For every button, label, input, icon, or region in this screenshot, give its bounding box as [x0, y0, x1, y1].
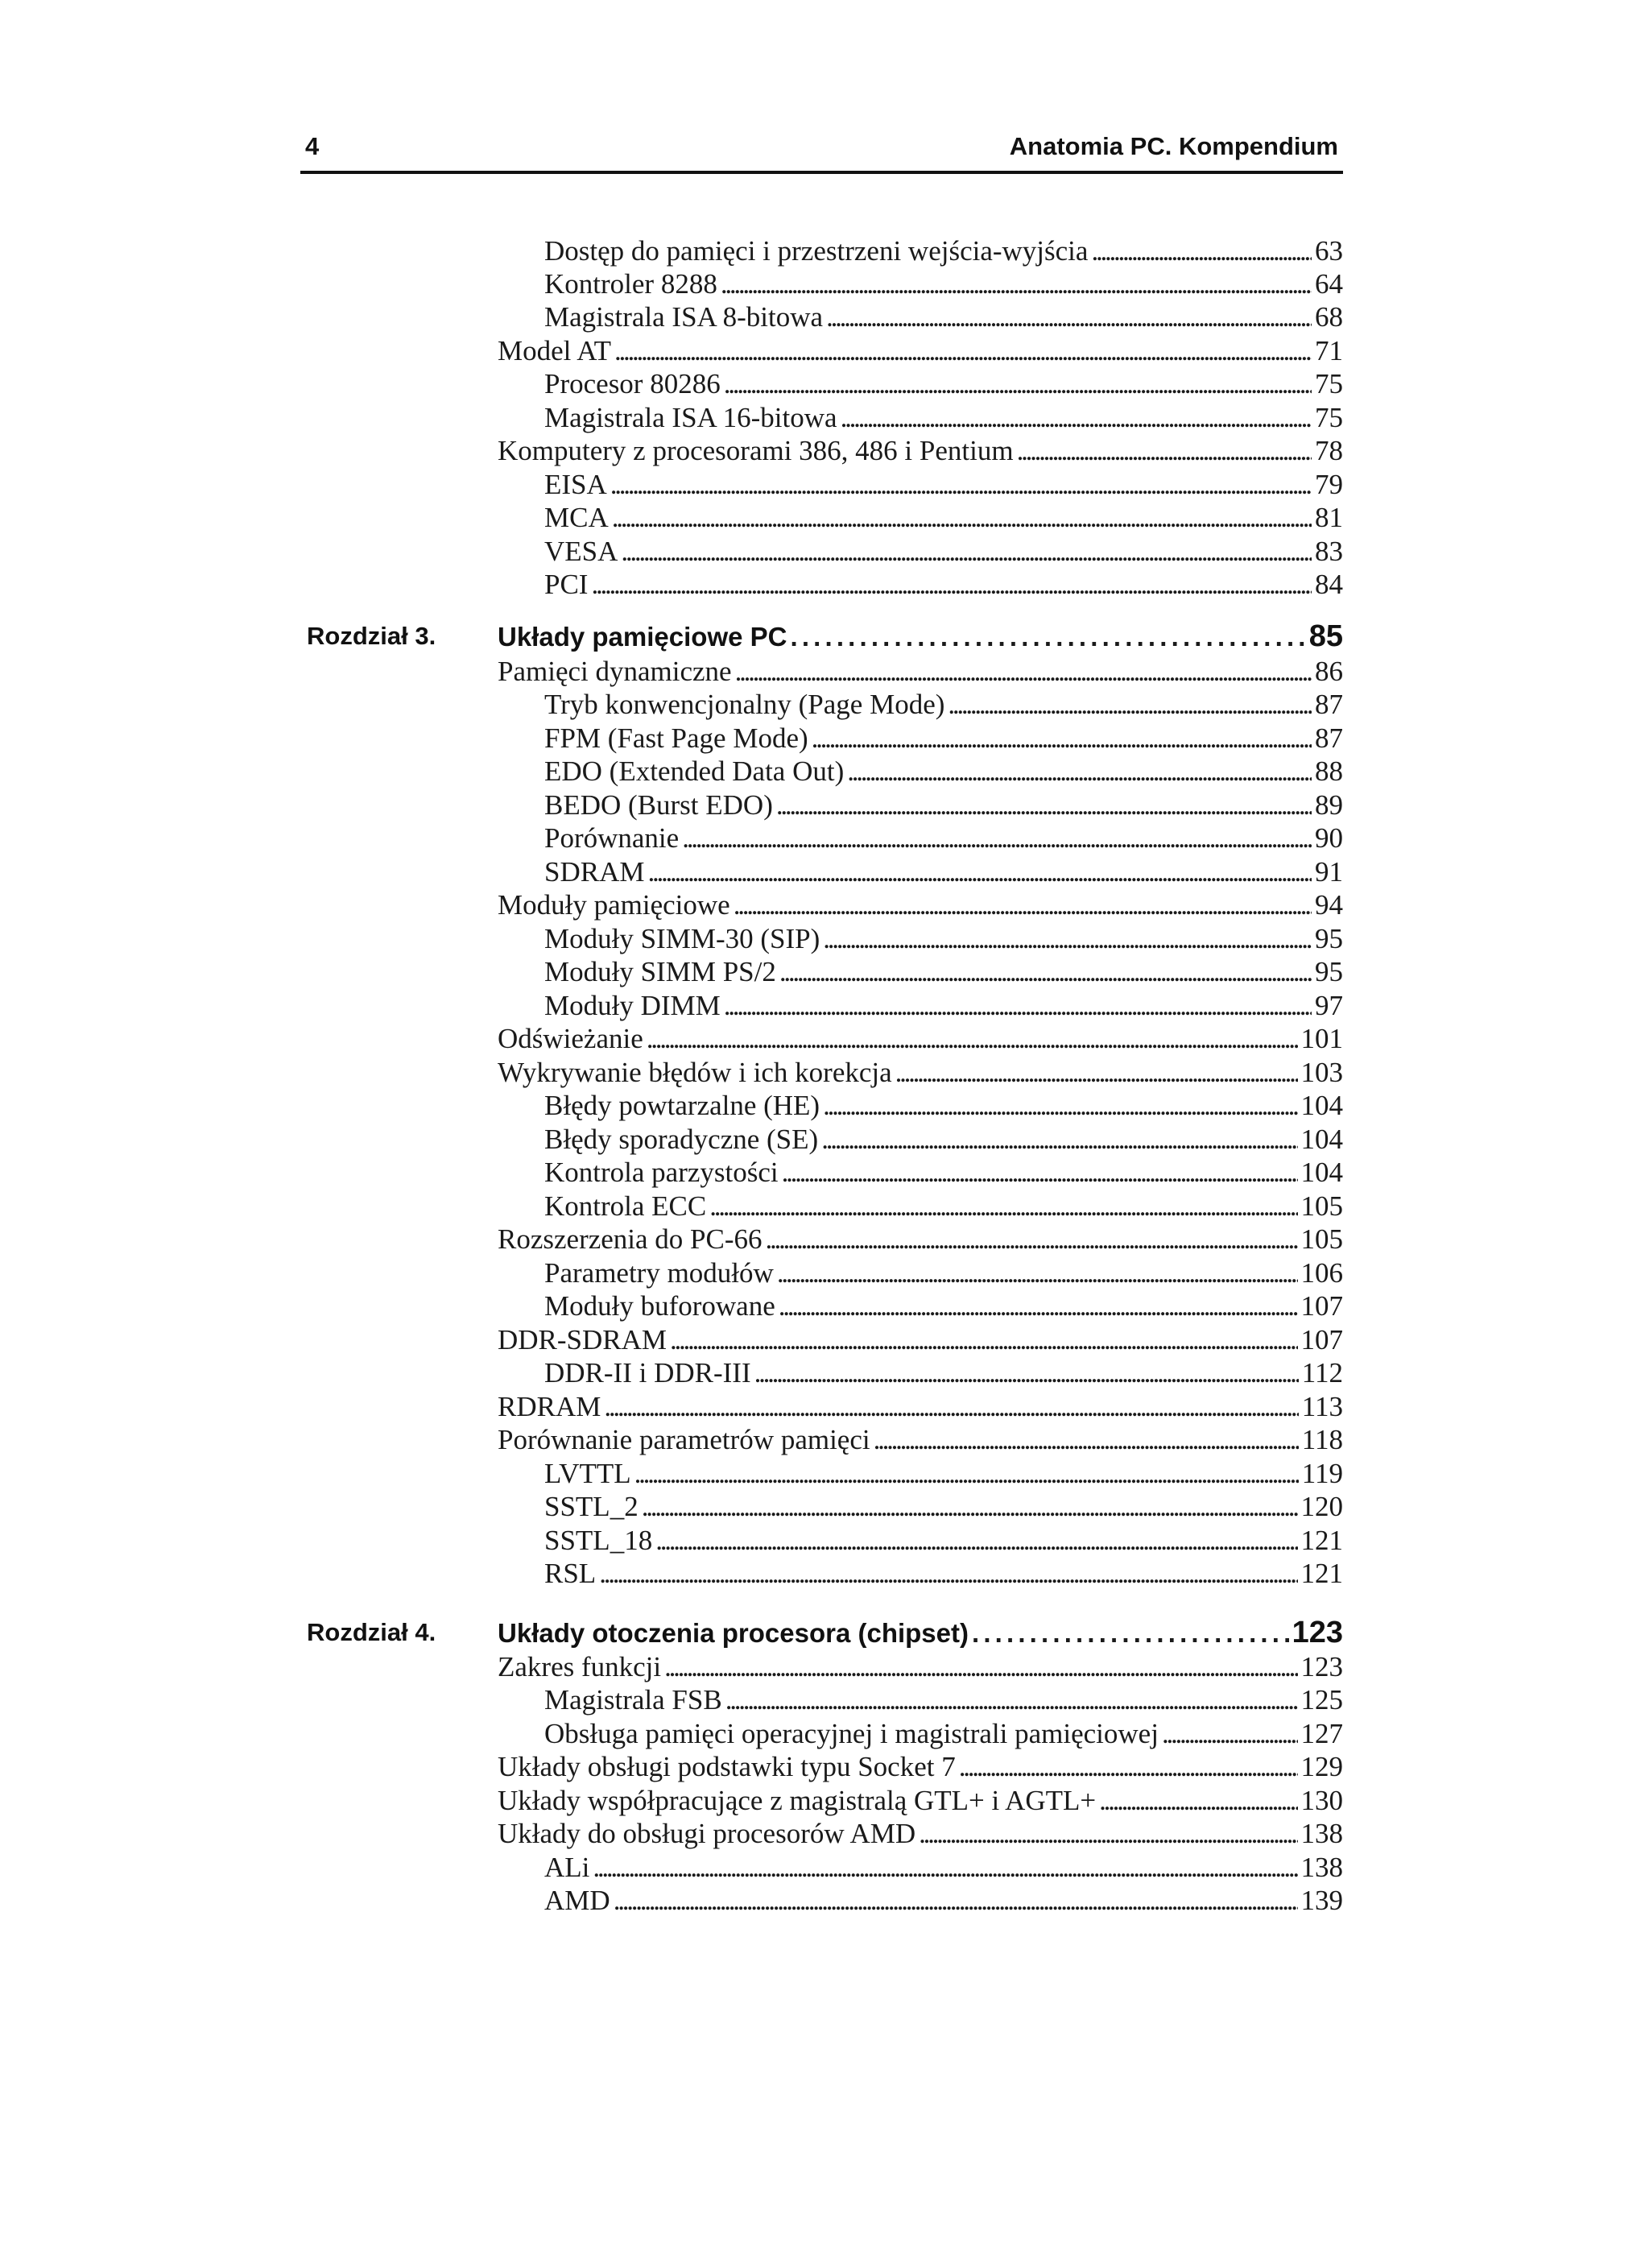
toc-entry-page: 118 — [1301, 1424, 1343, 1455]
dot-leader — [779, 956, 1312, 988]
toc-entry[interactable] — [498, 1751, 1343, 1783]
toc-entry-title: MCA — [544, 502, 609, 533]
dot-leader — [1091, 235, 1312, 267]
toc-entry[interactable] — [544, 990, 1343, 1022]
dot-leader — [821, 1124, 1297, 1156]
toc-entry-title: SDRAM — [544, 856, 645, 888]
toc-entry-title: AMD — [544, 1885, 610, 1916]
dot-leader — [634, 1458, 1299, 1490]
dot-leader — [610, 469, 1312, 501]
toc-entry-title: Porównanie parametrów pamięci — [498, 1424, 870, 1455]
dot-leader — [779, 1290, 1298, 1322]
toc-entry-title: Błędy powtarzalne (HE) — [544, 1090, 820, 1121]
toc-entry[interactable] — [544, 536, 1343, 568]
toc-entry[interactable] — [544, 1525, 1343, 1557]
toc-entry-title: Parametry modułów — [544, 1257, 774, 1289]
toc-entry-title: Porównanie — [544, 822, 680, 854]
dot-leader — [777, 1257, 1298, 1289]
toc-entry-page: 64 — [1315, 268, 1343, 300]
toc-entry[interactable] — [498, 889, 1343, 921]
toc-entry-title: Zakres funkcji — [498, 1651, 662, 1682]
dot-leader — [734, 889, 1312, 921]
toc-entry-page: 119 — [1301, 1458, 1343, 1489]
toc-entry-page: 79 — [1315, 469, 1343, 500]
toc-entry[interactable] — [498, 656, 1343, 688]
toc-entry-page: 106 — [1300, 1257, 1343, 1289]
toc-entry-title: Tryb konwencjonalny (Page Mode) — [544, 689, 945, 720]
toc-entry-title: SSTL_2 — [544, 1491, 639, 1522]
toc-entry-page: 107 — [1300, 1324, 1343, 1355]
chapter-label-4: Rozdział 4. — [307, 1618, 436, 1646]
toc-entry[interactable] — [544, 822, 1343, 855]
toc-entry-page: 104 — [1300, 1090, 1343, 1121]
toc-entry[interactable] — [544, 1458, 1343, 1490]
dot-leader — [826, 301, 1312, 333]
toc-entry-page: 83 — [1315, 536, 1343, 567]
toc-entry-page: 88 — [1315, 755, 1343, 787]
dot-leader — [847, 755, 1312, 788]
toc-entry[interactable] — [498, 1424, 1343, 1456]
toc-entry-page: 68 — [1315, 301, 1343, 333]
toc-entry-page: 95 — [1315, 956, 1343, 987]
toc-entry-title: Moduły pamięciowe — [498, 889, 730, 921]
dot-leader — [604, 1391, 1298, 1423]
toc-entry[interactable] — [544, 923, 1343, 955]
dot-leader — [812, 722, 1312, 755]
toc-entry-title: Wykrywanie błędów i ich korekcja — [498, 1057, 892, 1088]
dot-leader — [655, 1525, 1297, 1557]
toc-entry[interactable] — [544, 1357, 1343, 1389]
toc-entry[interactable] — [544, 1157, 1343, 1189]
toc-entry-page: 125 — [1300, 1684, 1343, 1715]
toc-entry-title: FPM (Fast Page Mode) — [544, 722, 808, 754]
toc-entry-page: 75 — [1315, 368, 1343, 399]
toc-entry-page: 101 — [1300, 1023, 1343, 1054]
toc-entry[interactable] — [544, 502, 1343, 534]
toc-entry-title: Układy obsługi podstawki typu Socket 7 — [498, 1751, 956, 1782]
running-header — [300, 129, 1343, 174]
toc-chapter-title: Układy otoczenia procesora (chipset) — [498, 1618, 969, 1648]
toc-entry-title: VESA — [544, 536, 618, 567]
toc-entry[interactable] — [498, 1223, 1343, 1256]
toc-entry-page: 90 — [1315, 822, 1343, 854]
toc-entry[interactable] — [544, 1852, 1343, 1884]
toc-entry[interactable] — [498, 1785, 1343, 1817]
toc-entry[interactable] — [544, 469, 1343, 501]
dot-leader — [591, 569, 1312, 601]
toc-entry-title: Obsługa pamięci operacyjnej i magistrali pamięciowej — [544, 1718, 1159, 1749]
toc-entry[interactable] — [544, 1190, 1343, 1223]
toc-entry[interactable] — [498, 435, 1343, 467]
toc-entry-page: 63 — [1315, 235, 1343, 267]
toc-entry[interactable] — [544, 956, 1343, 988]
toc-entry-page: 130 — [1300, 1785, 1343, 1816]
toc-entry-page: 105 — [1300, 1190, 1343, 1222]
toc-entry-title: Kontrola ECC — [544, 1190, 707, 1222]
toc-entry-page: 87 — [1315, 722, 1343, 754]
dot-leader — [895, 1057, 1298, 1089]
toc-entry-title: Rozszerzenia do PC-66 — [498, 1223, 763, 1255]
dot-leader — [959, 1751, 1298, 1783]
dot-leader — [621, 536, 1312, 568]
toc-entry[interactable] — [544, 402, 1343, 434]
toc-entry-page: 71 — [1315, 335, 1343, 366]
toc-entry[interactable] — [498, 1057, 1343, 1089]
toc-chapter-page: 123 — [1292, 1616, 1343, 1649]
dot-leader — [782, 1157, 1298, 1189]
toc-entry-page: 121 — [1300, 1525, 1343, 1556]
dot-leader — [790, 621, 1305, 653]
toc-entry[interactable] — [544, 1090, 1343, 1122]
toc-entry-page: 78 — [1315, 435, 1343, 466]
toc-entry[interactable] — [544, 755, 1343, 788]
toc-entry-title: Moduły SIMM PS/2 — [544, 956, 776, 987]
toc-entry-title: Błędy sporadyczne (SE) — [544, 1124, 819, 1155]
toc-entry-page: 81 — [1315, 502, 1343, 533]
toc-entry[interactable] — [544, 235, 1343, 267]
toc-entry-title: Magistrala FSB — [544, 1684, 722, 1715]
toc-entry-title: Moduły SIMM-30 (SIP) — [544, 923, 820, 954]
dot-leader — [776, 789, 1312, 822]
toc-entry-title: RSL — [544, 1558, 597, 1589]
toc-entry-title: BEDO (Burst EDO) — [544, 789, 773, 821]
book-title: Anatomia PC. Kompendium — [1009, 132, 1338, 160]
toc-entry-title: ALi — [544, 1852, 590, 1883]
toc-entry[interactable] — [544, 789, 1343, 822]
dot-leader — [874, 1424, 1299, 1456]
toc-entry-page: 94 — [1315, 889, 1343, 921]
dot-leader — [647, 856, 1312, 888]
dot-leader — [766, 1223, 1298, 1256]
toc-entry[interactable] — [498, 1391, 1343, 1423]
toc-entry[interactable] — [544, 1257, 1343, 1289]
toc-entry-page: 112 — [1301, 1357, 1343, 1389]
dot-leader — [724, 990, 1312, 1022]
dot-leader — [948, 689, 1312, 721]
toc-entry[interactable] — [498, 335, 1343, 367]
toc-entry-title: Odświeżanie — [498, 1023, 643, 1054]
dot-leader — [841, 402, 1312, 434]
dot-leader — [614, 335, 1312, 367]
toc-entry-page: 95 — [1315, 923, 1343, 954]
toc-chapter-entry[interactable] — [498, 620, 1343, 652]
toc-entry-title: Dostęp do pamięci i przestrzeni wejścia-wyjścia — [544, 235, 1089, 267]
toc-entry-page: 103 — [1300, 1057, 1343, 1088]
toc-entry-page: 91 — [1315, 856, 1343, 888]
toc-entry-page: 121 — [1300, 1558, 1343, 1589]
toc-entry-page: 87 — [1315, 689, 1343, 720]
toc-entry[interactable] — [498, 1324, 1343, 1356]
toc-entry-title: EDO (Extended Data Out) — [544, 755, 845, 787]
toc-entry[interactable] — [544, 1684, 1343, 1716]
toc-entry-title: LVTTL — [544, 1458, 631, 1489]
toc-entry-title: EISA — [544, 469, 607, 500]
toc-entry-page: 104 — [1300, 1157, 1343, 1188]
toc-entry-title: Magistrala ISA 16-bitowa — [544, 402, 837, 433]
dot-leader — [823, 1090, 1297, 1122]
toc-entry-title: SSTL_18 — [544, 1525, 653, 1556]
toc-entry[interactable] — [544, 856, 1343, 888]
toc-entry-title: Model AT — [498, 335, 611, 366]
dot-leader — [972, 1617, 1289, 1649]
toc-entry-title: Procesor 80286 — [544, 368, 721, 399]
toc-entry-title: Układy do obsługi procesorów AMD — [498, 1818, 916, 1849]
dot-leader — [1099, 1785, 1297, 1817]
toc-entry-title: RDRAM — [498, 1391, 601, 1422]
dot-leader — [754, 1357, 1299, 1389]
dot-leader — [724, 368, 1312, 400]
toc-entry-title: Moduły DIMM — [544, 990, 721, 1021]
toc-entry[interactable] — [498, 1651, 1343, 1683]
toc-entry[interactable] — [544, 301, 1343, 333]
toc-entry[interactable] — [544, 268, 1343, 300]
dot-leader — [682, 822, 1312, 855]
toc-entry-title: Układy współpracujące z magistralą GTL+ i AGTL+ — [498, 1785, 1097, 1816]
toc-entry-title: Magistrala ISA 8-bitowa — [544, 301, 824, 333]
dot-leader — [614, 1885, 1298, 1917]
toc-entry[interactable] — [544, 569, 1343, 601]
toc-entry-page: 139 — [1300, 1885, 1343, 1916]
toc-entry-page: 127 — [1300, 1718, 1343, 1749]
toc-entry-page: 120 — [1300, 1491, 1343, 1522]
dot-leader — [1017, 435, 1312, 467]
toc-entry-title: Komputery z procesorami 386, 486 i Pentium — [498, 435, 1014, 466]
dot-leader — [670, 1324, 1297, 1356]
toc-entry-page: 75 — [1315, 402, 1343, 433]
toc-entry-title: DDR-II i DDR-III — [544, 1357, 751, 1389]
dot-leader — [709, 1190, 1297, 1223]
dot-leader — [664, 1651, 1297, 1683]
toc-entry-page: 89 — [1315, 789, 1343, 821]
dot-leader — [725, 1684, 1298, 1716]
toc-entry[interactable] — [498, 1023, 1343, 1055]
dot-leader — [593, 1852, 1297, 1884]
toc-entry-page: 138 — [1300, 1852, 1343, 1883]
toc-entry-page: 105 — [1300, 1223, 1343, 1255]
dot-leader — [735, 656, 1312, 688]
dot-leader — [823, 923, 1312, 955]
toc-entry[interactable] — [544, 689, 1343, 721]
dot-leader — [612, 502, 1312, 534]
toc-entry-title: Pamięci dynamiczne — [498, 656, 732, 687]
toc-chapter-title: Układy pamięciowe PC — [498, 622, 787, 652]
toc-entry-title: Kontrola parzystości — [544, 1157, 779, 1188]
toc-entry-page: 123 — [1300, 1651, 1343, 1682]
toc-entry[interactable] — [544, 1558, 1343, 1590]
toc-entry[interactable] — [544, 1290, 1343, 1322]
chapter-label-3: Rozdział 3. — [307, 622, 436, 650]
dot-leader — [721, 268, 1312, 300]
toc-entry-page: 113 — [1301, 1391, 1343, 1422]
toc-entry[interactable] — [498, 1818, 1343, 1850]
toc-entry[interactable] — [544, 368, 1343, 400]
toc-entry-title: Kontroler 8288 — [544, 268, 717, 300]
toc-entry[interactable] — [544, 722, 1343, 755]
toc-entry[interactable] — [544, 1124, 1343, 1156]
toc-entry-page: 86 — [1315, 656, 1343, 687]
toc-entry-page: 138 — [1300, 1818, 1343, 1849]
dot-leader — [1162, 1718, 1298, 1750]
dot-leader — [599, 1558, 1297, 1590]
toc-entry-page: 107 — [1300, 1290, 1343, 1322]
toc-entry-page: 84 — [1315, 569, 1343, 600]
dot-leader — [919, 1818, 1297, 1850]
toc-entry[interactable] — [544, 1885, 1343, 1917]
toc-entry-title: DDR-SDRAM — [498, 1324, 667, 1355]
page-number: 4 — [305, 132, 320, 160]
dot-leader — [647, 1023, 1298, 1055]
toc-entry[interactable] — [544, 1718, 1343, 1750]
toc-entry[interactable] — [544, 1491, 1343, 1523]
toc-chapter-entry[interactable] — [498, 1616, 1343, 1649]
toc-entry-title: PCI — [544, 569, 589, 600]
toc-entry-page: 104 — [1300, 1124, 1343, 1155]
toc-chapter-page: 85 — [1308, 619, 1343, 653]
toc-entry-page: 129 — [1300, 1751, 1343, 1782]
dot-leader — [642, 1491, 1298, 1523]
toc-entry-title: Moduły buforowane — [544, 1290, 775, 1322]
toc-entry-page: 97 — [1315, 990, 1343, 1021]
